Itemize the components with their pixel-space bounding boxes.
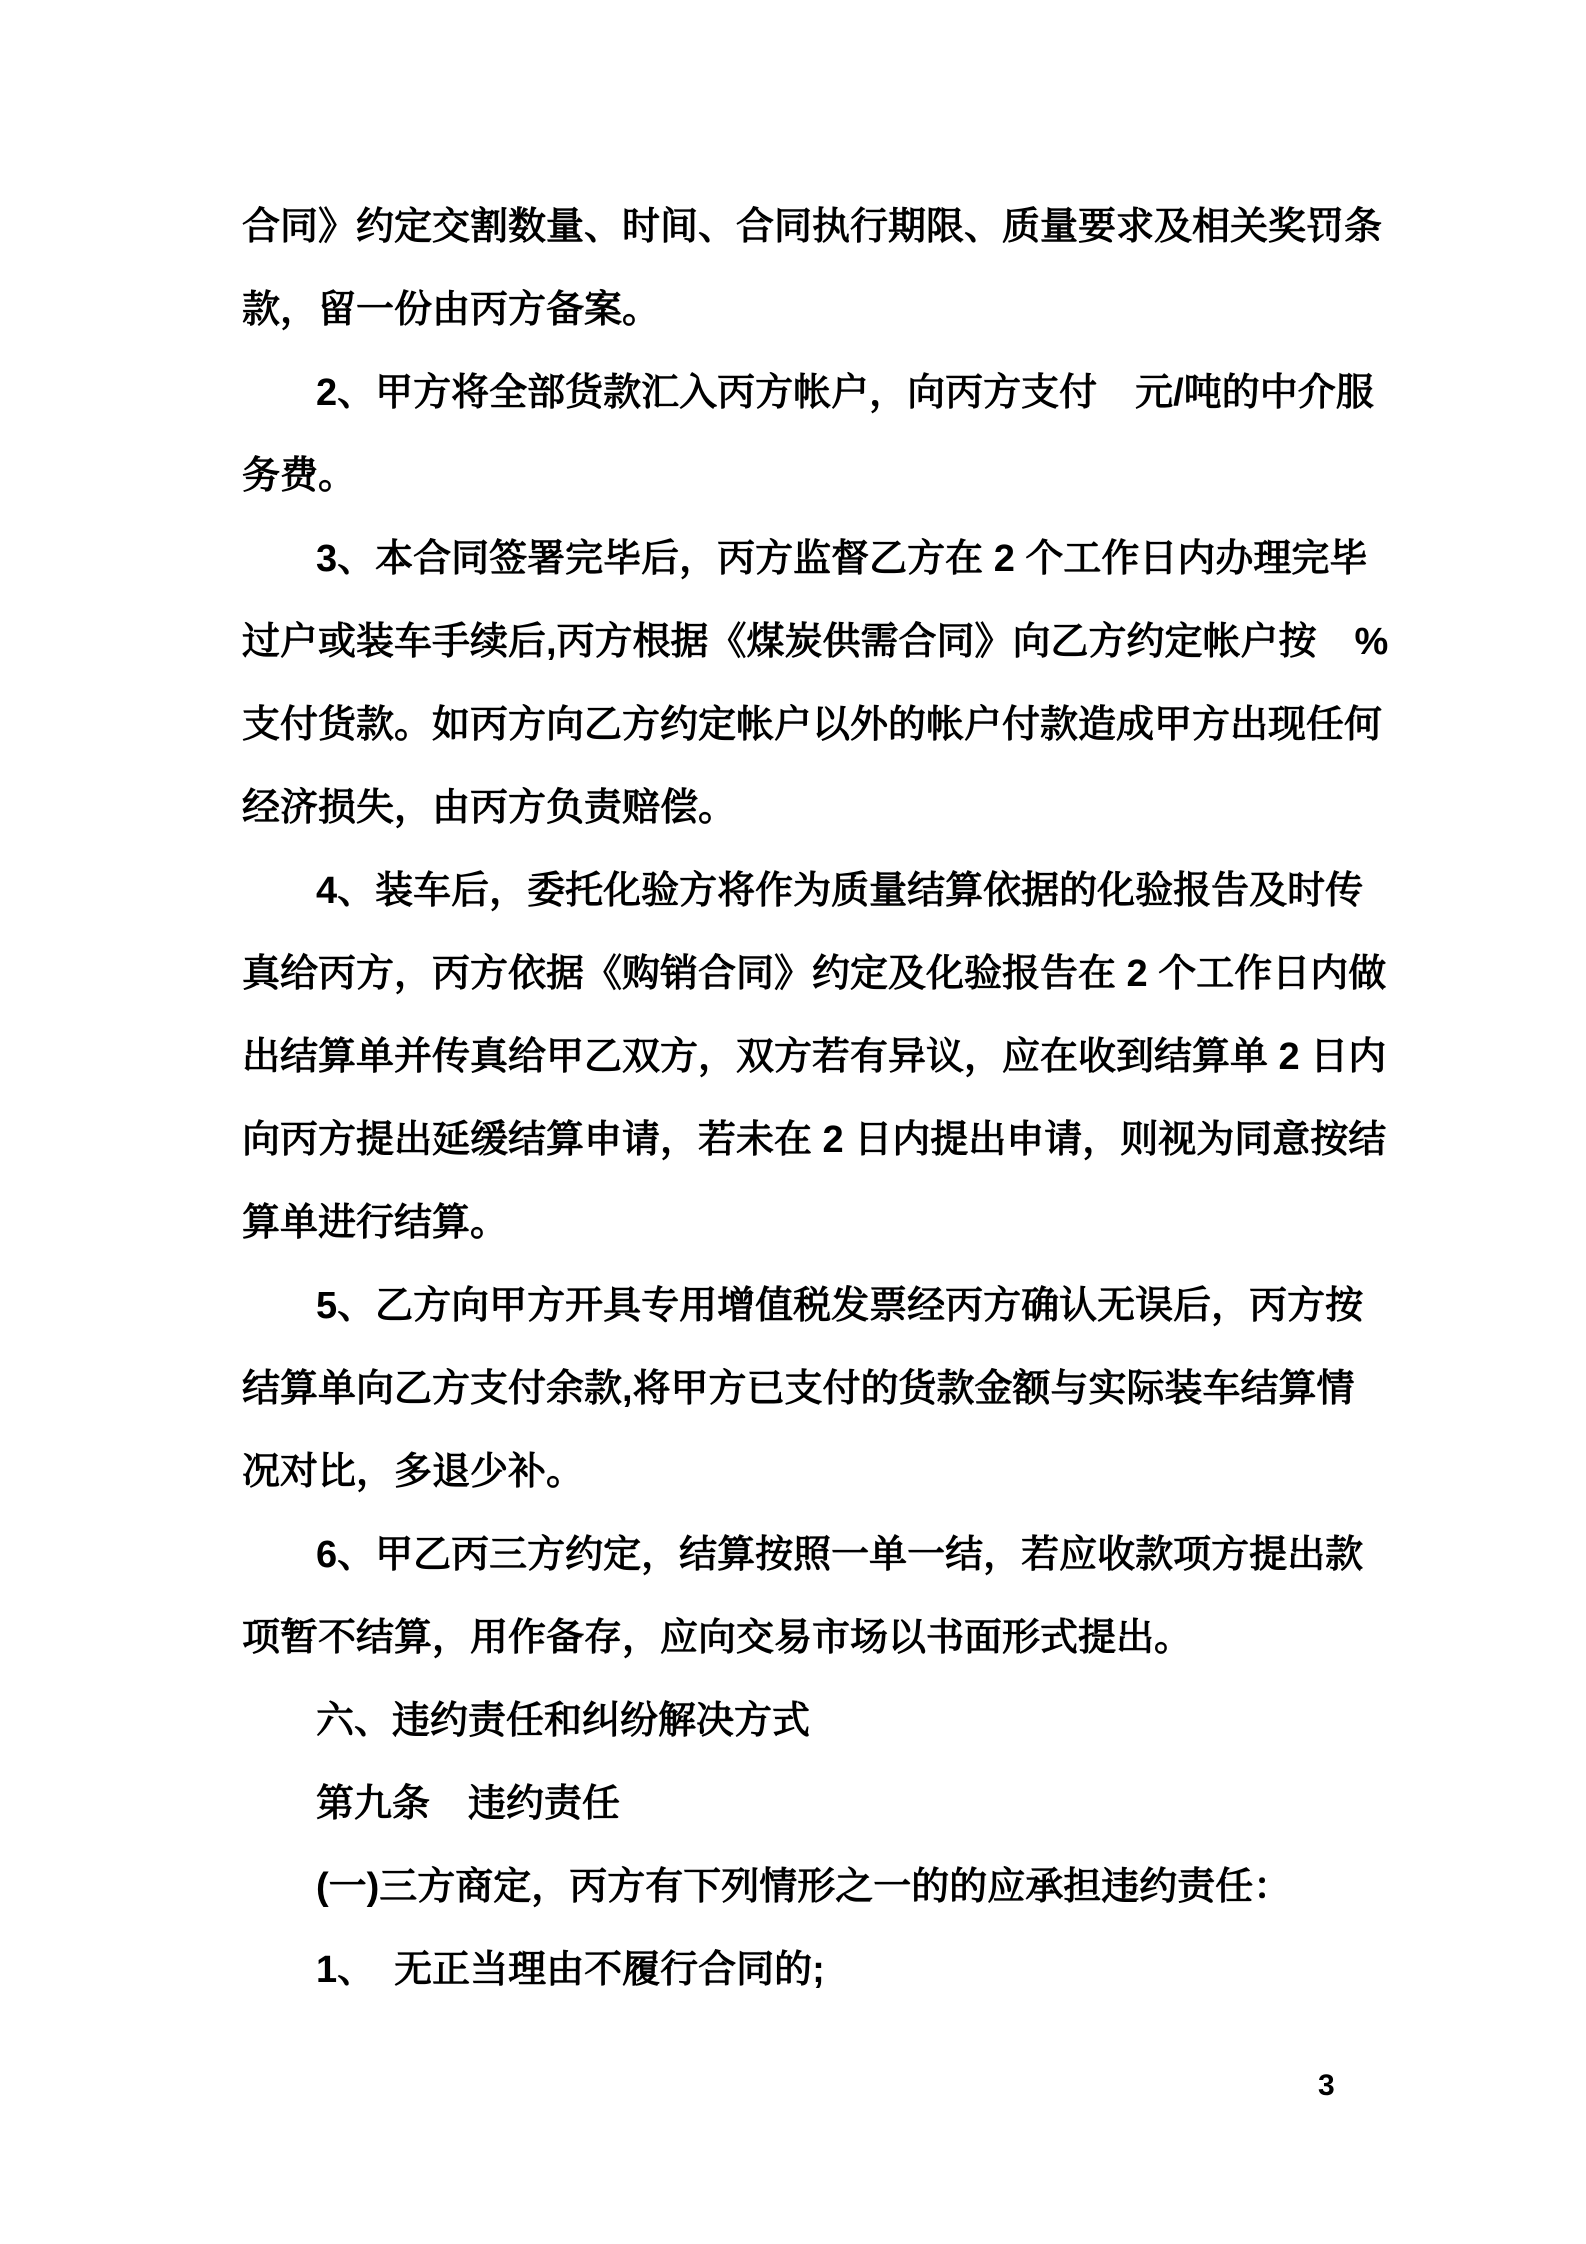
text-line: 6、甲乙丙三方约定，结算按照一单一结，若应收款项方提出款 <box>316 1534 1364 1576</box>
text-line: (一)三方商定，丙方有下列情形之一的的应承担违约责任： <box>316 1866 1292 1908</box>
text-line: 况对比，多退少补。 <box>242 1451 585 1493</box>
text-line: 5、乙方向甲方开具专用增值税发票经丙方确认无误后，丙方按 <box>316 1285 1364 1327</box>
text-line: 算单进行结算。 <box>242 1202 509 1244</box>
text-line: 向丙方提出延缓结算申请，若未在 2 日内提出申请，则视为同意按结 <box>242 1119 1387 1161</box>
article-heading: 第九条 违约责任 <box>316 1783 621 1825</box>
text-line: 务费。 <box>242 455 357 497</box>
page-number: 3 <box>1318 2069 1335 2102</box>
text-line: 过户或装车手续后,丙方根据《煤炭供需合同》向乙方约定帐户按 % <box>242 621 1389 663</box>
text-line: 3、本合同签署完毕后，丙方监督乙方在 2 个工作日内办理完毕 <box>316 538 1368 580</box>
text-line: 真给丙方，丙方依据《购销合同》约定及化验报告在 2 个工作日内做 <box>242 953 1387 995</box>
text-line: 出结算单并传真给甲乙双方，双方若有异议，应在收到结算单 2 日内 <box>242 1036 1387 1078</box>
text-line: 支付货款。如丙方向乙方约定帐户以外的帐户付款造成甲方出现任何 <box>242 704 1383 746</box>
text-line: 项暂不结算，用作备存，应向交易市场以书面形式提出。 <box>242 1617 1193 1659</box>
text-line: 合同》约定交割数量、时间、合同执行期限、质量要求及相关奖罚条 <box>242 206 1383 248</box>
text-line: 经济损失，由丙方负责赔偿。 <box>242 787 737 829</box>
text-line: 4、装车后，委托化验方将作为质量结算依据的化验报告及时传 <box>316 870 1364 912</box>
text-line: 1、 无正当理由不履行合同的; <box>316 1949 825 1991</box>
text-line: 2、甲方将全部货款汇入丙方帐户，向丙方支付 元/吨的中介服 <box>316 372 1374 414</box>
text-line: 结算单向乙方支付余款,将甲方已支付的货款金额与实际装车结算情 <box>242 1368 1355 1410</box>
contract-body <box>242 186 1389 2012</box>
section-heading: 六、违约责任和纠纷解决方式 <box>316 1700 811 1742</box>
text-line: 款，留一份由丙方备案。 <box>242 289 661 331</box>
